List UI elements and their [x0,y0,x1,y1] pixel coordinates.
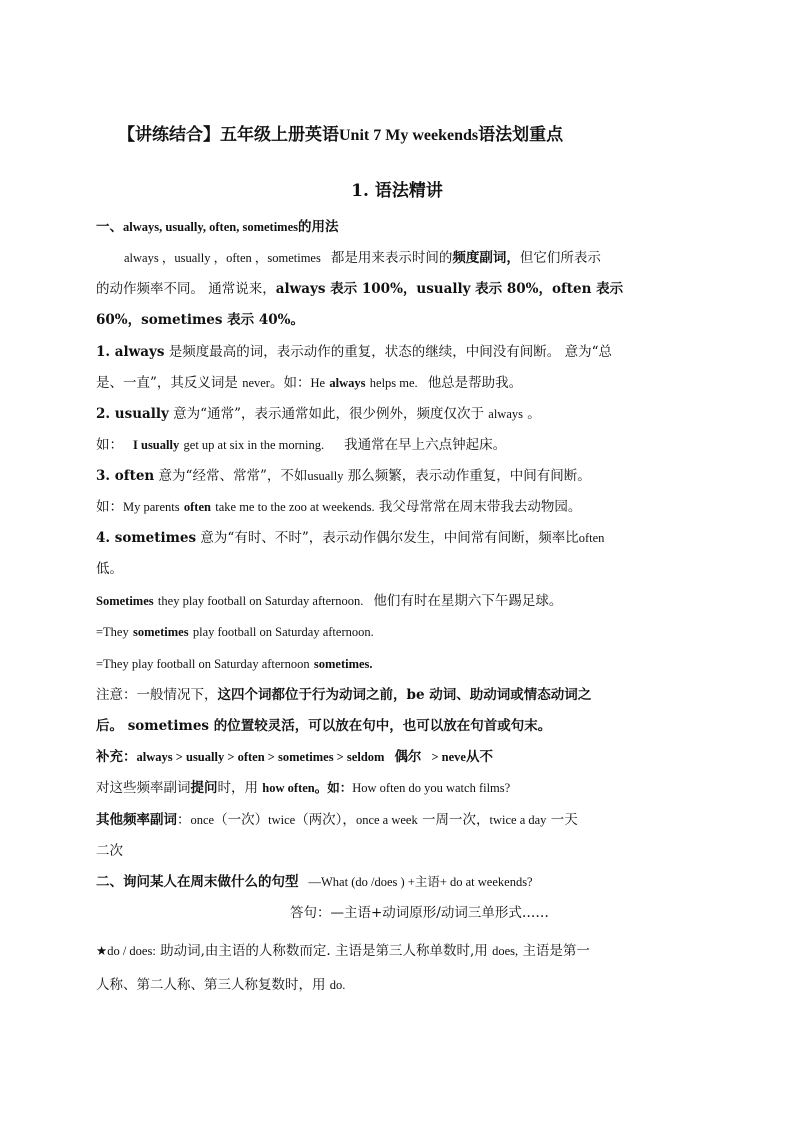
supplement-line2-bold-b: how often。如： [262,781,353,795]
part1-intro-line1 [124,248,734,268]
intro-bold: 频度副词， [452,250,520,266]
item4-ex1-cn: 他们有时在星期六下午踢足球。 [373,593,563,609]
item4-ex1-bold: Sometimes [96,594,154,608]
part1-heading-num: 一、 [96,219,123,235]
note-bold-a: 这四个词都位于行为动词之前，be 动词、助动词或情态动词之 [217,687,592,703]
supplement-line1 [96,747,706,767]
item1-line2 [96,373,706,393]
other-label: 其他频率副词 [96,812,177,828]
supplement-line2-b: 时，用 [217,780,258,796]
dodoes-text-a: 助动词,由主语的人称数而定. 主语是第三人称单数时,用 [160,943,488,959]
item1-never: never [242,376,270,390]
item2-num: 2. usually [96,406,169,422]
title-bracket-text: 讲练结合 [135,125,203,145]
item3-ex-cn: 我父母常常在周末带我去动物园。 [378,499,582,515]
other-colon: ： [177,812,191,828]
supplement-line2-bold-a: 提问 [190,780,218,796]
item2-ex-label: 如： [96,437,123,453]
item4-example2 [96,622,706,642]
dodoes-star: ★do / does: [96,944,156,958]
title-bracket-close: 】 [203,125,220,145]
item1-ex-a: He [310,376,326,390]
item4-often: often [578,531,605,545]
supplement-line2 [96,778,706,798]
other-twice-day: twice a day [489,813,547,827]
item4-line2: 低。 [96,561,123,577]
item4-ex2-bold: sometimes [133,625,189,639]
line2-bold: always 表示 100%，usually 表示 80%，often 表示 [275,281,624,297]
item1-num: 1. always [96,344,165,360]
part1-intro-line3: 60%，sometimes 表示 40%。 [96,312,304,328]
other-twice: twice [268,813,296,827]
part1-heading-suffix: 的用法 [298,219,339,235]
item3-ex-b: take me to the zoo at weekends. [215,500,375,514]
item3-text-b: 那么频繁，表示动作重复，中间有间断。 [347,468,591,484]
supplement-seldom-cn: 偶尔 [394,749,422,765]
item3-line2 [96,497,706,517]
item1-ex-b: helps me. [369,376,418,390]
dodoes-text-b: 主语是第一 [522,943,590,959]
dodoes-line2-a: 人称、第二人称、第三人称复数时，用 [96,977,326,993]
intro-b: 但它们所表示 [519,250,601,266]
item3-ex-label: 如： [96,499,123,515]
part2-heading: 二、询问某人在周末做什么的句型 [96,874,299,890]
item2-line2 [96,435,706,455]
item4-ex3-bold: sometimes. [313,657,373,671]
other-once: once [190,813,215,827]
note-label: 注意 [96,687,123,703]
item3-line1 [96,466,706,486]
item3-text-a: 意为“经常、常常”，不如 [158,468,308,484]
item4-num: 4. sometimes [96,530,197,546]
title-text-b: 语法划重点 [478,125,564,145]
item4-ex3-a: =They play football on Saturday afternoon [96,657,310,671]
dodoes-do: do. [329,978,346,992]
other-once-week-cn: 一周一次， [422,812,490,828]
item2-ex-cn: 我通常在早上六点钟起床。 [344,437,507,453]
supplement-never: > neve [431,750,466,764]
part2-pattern: —What (do /does ) +主语+ do at weekends? [308,875,533,889]
title-unit: Unit 7 My weekends [339,127,479,144]
item4-ex1-b: they play football on Saturday afternoon. [157,594,364,608]
part2-heading-line [96,872,706,892]
item2-ex-b: get up at six in the morning. [183,438,325,452]
item3-num: 3. often [96,468,155,484]
item2-line1 [96,404,706,424]
title-text-a: 五年级上册英语 [220,125,339,145]
item2-ex-bold: I usually [133,438,180,452]
other-line2: 二次 [96,843,123,859]
item4-line1 [96,528,706,548]
item3-ex-bold: often [183,500,211,514]
item1-text-c: 。如： [269,375,311,391]
other-twice-day-cn: 一天 [550,812,578,828]
item1-ex-bold: always [329,376,366,390]
item2-always: always [488,407,523,421]
item2-text-a: 意为“通常”，表示通常如此，很少例外，频度仅次于 [173,406,484,422]
note-line1 [96,685,706,705]
item3-usually: usually [307,469,344,483]
other-line1 [96,810,706,830]
supplement-never-cn: 从不 [465,749,493,765]
part1-heading [96,217,706,237]
supplement-line2-a: 对这些频率副词 [96,780,191,796]
other-once-cn: （一次） [214,812,269,828]
dodoes-line1 [96,941,706,961]
item4-text-a: 意为“有时、不时”，表示动作偶尔发生，中间常有间断，频率比 [200,530,579,546]
supplement-label: 补充： [96,749,137,765]
item4-ex2-a: =They [96,625,129,639]
supplement-line2-example: How often do you watch films? [352,781,511,795]
item1-line1 [96,342,706,362]
intro-a: 都是用来表示时间的 [330,250,453,266]
intro-words: always ，usually ，often ，sometimes [124,251,321,265]
title-bracket-open: 【 [118,125,135,145]
dodoes-line2 [96,975,706,995]
line2-a: 的动作频率不同。 通常说来， [96,281,276,297]
part2-answer: 答句：—主语+动词原形/动词三单形式…… [290,905,549,921]
supplement-chain: always > usually > often > sometimes > seldom [136,750,385,764]
section-heading: 1. 语法精讲 [351,181,443,201]
note-line2: 后。 sometimes 的位置较灵活，可以放在句中，也可以放在句首或句末。 [96,718,552,734]
item1-ex-cn: 他总是帮助我。 [427,375,523,391]
dodoes-does: does, [492,944,519,958]
other-twice-cn: （两次）， [295,812,356,828]
item4-example3 [96,654,706,674]
part1-heading-words: always, usually, often, sometimes [123,220,298,234]
item3-ex-a: My parents [123,500,180,514]
item1-text-b: 是、一直”，其反义词是 [96,375,238,391]
item1-text-a: 是频度最高的词，表示动作的重复，状态的继续，中间没有间断。 意为“总 [168,344,612,360]
item4-example1 [96,591,706,611]
note-text-a: ：一般情况下， [123,687,218,703]
document-title [118,122,718,149]
other-once-week: once a week [355,813,418,827]
item2-text-end: 。 [527,406,541,422]
part1-intro-line2 [96,279,706,299]
item4-ex2-b: play football on Saturday afternoon. [192,625,374,639]
